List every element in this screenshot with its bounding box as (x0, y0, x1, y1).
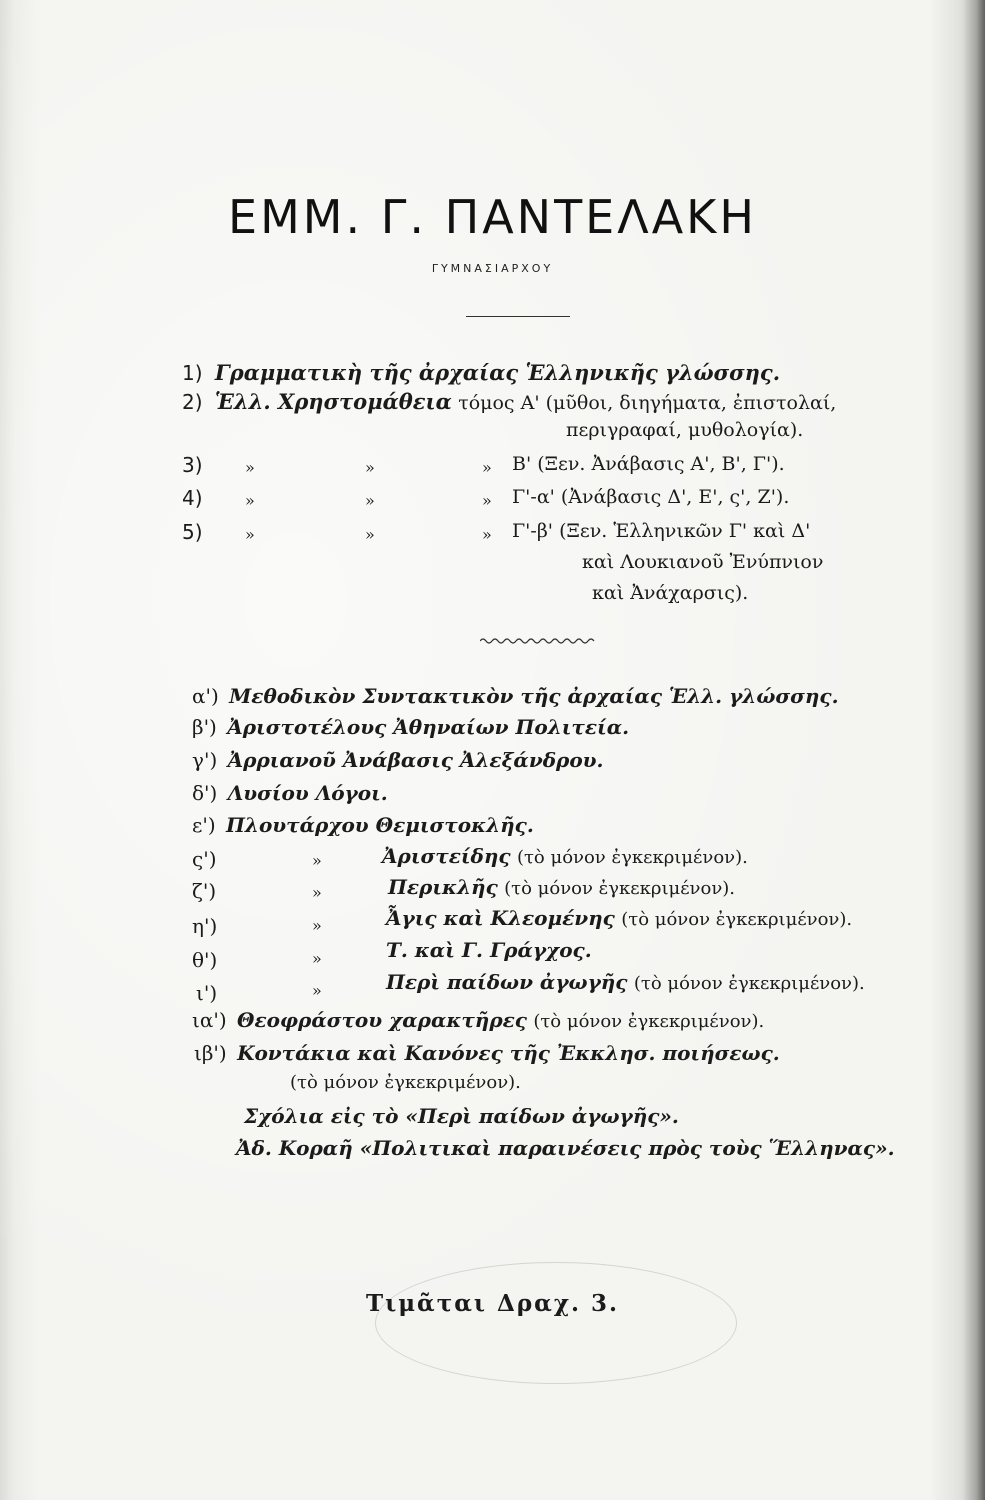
edition-number: ιβ') (194, 1041, 227, 1065)
ditto-mark: » (245, 491, 255, 510)
edition-title: Ἀρριανοῦ Ἀνάβασις Ἀλεξάνδρου. (227, 748, 604, 772)
volume-number: 1) (182, 361, 203, 385)
edition-number: ς') (192, 847, 217, 871)
edition-title: Τ. καὶ Γ. Γράγχος. (386, 938, 592, 962)
edition-item-a (192, 684, 839, 708)
edition-note: (τὸ μόνον ἐγκεκριμένον). (504, 878, 736, 899)
volume-text: τόμος Α' (μῦθοι, διηγήματα, ἐπιστολαί, (458, 392, 837, 414)
ditto-mark: » (245, 458, 255, 477)
edition-title: Ἀριστοτέλους Ἀθηναίων Πολιτεία. (227, 715, 630, 739)
edition-title: Πλουτάρχου Θεμιστοκλῆς. (226, 813, 534, 837)
volume-number: 2) (182, 390, 203, 414)
edition-number: ζ') (192, 879, 217, 903)
author-name: ΕΜΜ. Γ. ΠΑΝΤΕΛΑΚΗ (228, 190, 757, 244)
ditto-mark: » (365, 525, 375, 544)
edition-note: (τὸ μόνον ἐγκεκριμένον). (533, 1011, 765, 1032)
edition-entry (382, 844, 748, 868)
edition-note: (τὸ μόνον ἐγκεκριμένον). (621, 909, 853, 930)
edition-note: (τὸ μόνον ἐγκεκριμένον). (633, 973, 865, 994)
edition-item-th (192, 948, 217, 972)
volume-title: Ἑλλ. Χρηστομάθεια (214, 389, 452, 414)
edition-title: Λυσίου Λόγοι. (227, 781, 388, 805)
volume-continuation: καὶ Λουκιανοῦ Ἐνύπνιον (582, 551, 824, 573)
edition-item-z (192, 879, 216, 903)
edition-title: Περικλῆς (388, 875, 498, 899)
edition-title: Περὶ παίδων ἀγωγῆς (386, 970, 628, 994)
ditto-mark: » (482, 491, 492, 510)
edition-number: θ') (192, 948, 218, 972)
edition-item-i (196, 981, 217, 1005)
extra-item: Ἀδ. Κοραῆ «Πολιτικαὶ παραινέσεις πρὸς τοὺς Ἕλληνας». (236, 1136, 895, 1160)
volume-item-3 (182, 453, 203, 477)
ditto-mark: » (245, 525, 255, 544)
edition-number: ια') (192, 1008, 227, 1032)
volume-number: 4) (182, 486, 203, 510)
edition-number: ε') (192, 813, 216, 837)
edition-note: (τὸ μόνον ἐγκεκριμένον). (516, 847, 748, 868)
volume-number: 5) (182, 520, 203, 544)
wavy-divider (480, 636, 596, 646)
edition-item-st (192, 847, 217, 871)
faint-stamp-ring (375, 1262, 737, 1384)
edition-title: Ἆγις καὶ Κλεομένης (386, 906, 615, 930)
volume-text: Γ'-α' (Ἀνάβασις Δ', Ε', ς', Ζ'). (512, 486, 790, 508)
ditto-mark: » (312, 851, 322, 870)
volume-item-5 (182, 520, 203, 544)
author-role: ΓΥΜΝΑΣΙΑΡΧΟΥ (431, 262, 554, 275)
edition-title: Ἀριστείδης (382, 844, 511, 868)
edition-item-ib (194, 1041, 780, 1065)
volume-number: 3) (182, 453, 203, 477)
volume-text: Γ'-β' (Ξεν. Ἑλληνικῶν Γ' καὶ Δ' (512, 520, 811, 542)
ditto-mark: » (312, 916, 322, 935)
ditto-mark: » (312, 883, 322, 902)
edition-item-ia (192, 1008, 764, 1032)
edition-entry (388, 875, 735, 899)
edition-item-c (192, 748, 604, 772)
ditto-mark: » (312, 981, 322, 1000)
edition-number: η') (192, 914, 218, 938)
ditto-mark: » (365, 458, 375, 477)
volume-item-2 (182, 389, 836, 414)
header-divider (466, 316, 570, 317)
edition-item-e (192, 813, 534, 837)
edition-item-b (192, 715, 629, 739)
edition-number: β') (192, 715, 217, 739)
price-label: Τιμᾶται Δραχ. 3. (365, 1290, 620, 1317)
extra-item: Σχόλια εἰς τὸ «Περὶ παίδων ἀγωγῆς». (244, 1104, 679, 1128)
edition-number: γ') (192, 748, 218, 772)
edition-title: Θεοφράστου χαρακτῆρες (237, 1008, 527, 1032)
edition-number: δ') (192, 781, 218, 805)
ditto-mark: » (365, 491, 375, 510)
edition-item-d (192, 781, 388, 805)
volume-text: Β' (Ξεν. Ἀνάβασις Α', Β', Γ'). (512, 453, 785, 475)
edition-entry (386, 906, 852, 930)
edition-continuation: (τὸ μόνον ἐγκεκριμένον). (290, 1072, 521, 1093)
volume-item-4 (182, 486, 203, 510)
edition-item-h (192, 914, 217, 938)
ditto-mark: » (482, 525, 492, 544)
volume-text: Γραμματικὴ τῆς ἀρχαίας Ἑλληνικῆς γλώσσης. (214, 360, 781, 385)
edition-entry (386, 970, 865, 994)
edition-entry (386, 938, 592, 962)
ditto-mark: » (312, 949, 322, 968)
volume-continuation: καὶ Ἀνάχαρσις). (592, 582, 749, 604)
edition-title: Κοντάκια καὶ Κανόνες τῆς Ἐκκλησ. ποιήσεως. (237, 1041, 780, 1065)
edition-title: Μεθοδικὸν Συντακτικὸν τῆς ἀρχαίας Ἑλλ. γλώσσης. (229, 684, 839, 708)
ditto-mark: » (482, 458, 492, 477)
volume-continuation: περιγραφαί, μυθολογία). (566, 419, 804, 441)
volume-item-1 (182, 360, 780, 385)
edition-number: α') (192, 684, 219, 708)
edition-number: ι') (196, 981, 218, 1005)
